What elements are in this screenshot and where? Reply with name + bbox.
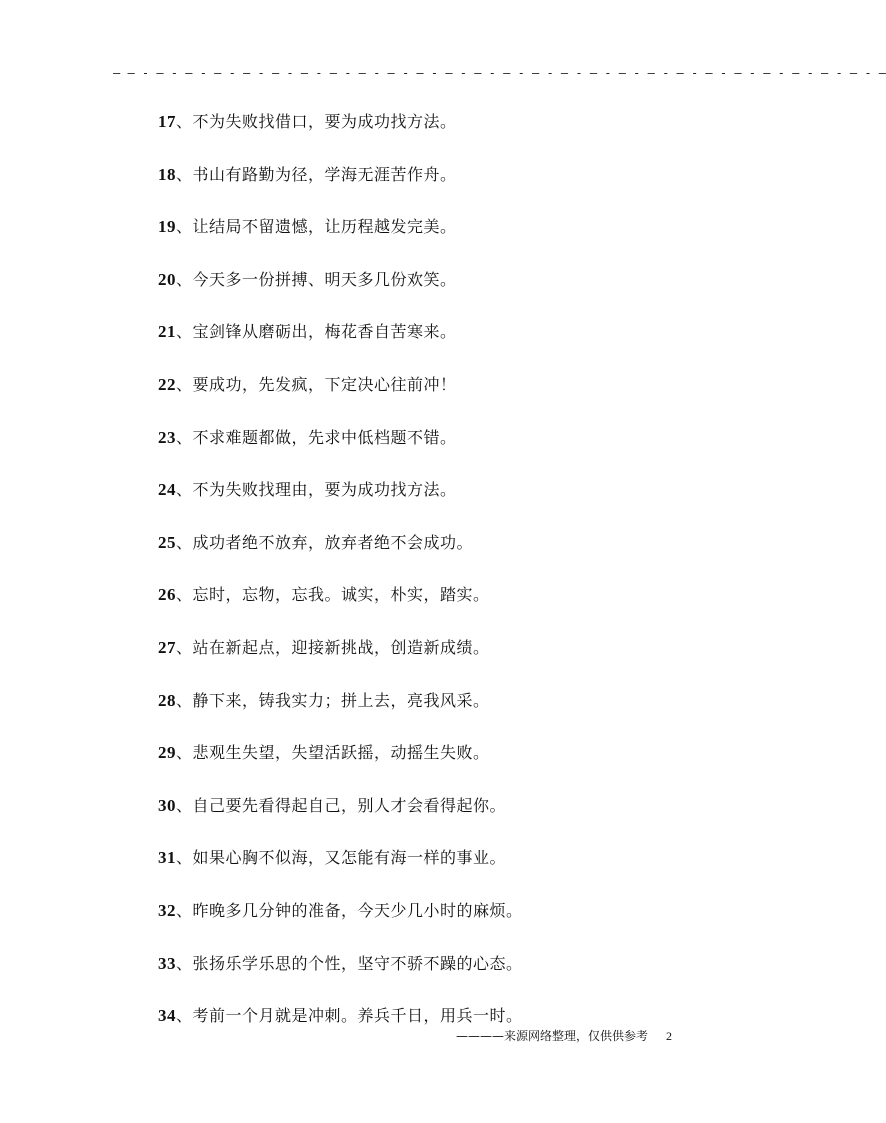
list-item xyxy=(158,268,698,321)
item-number: 34 xyxy=(158,1006,176,1026)
item-text: 今天多一份拼搏、明天多几份欢笑。 xyxy=(192,269,457,289)
item-text: 考前一个月就是冲刺。养兵千日，用兵一时。 xyxy=(192,1006,523,1026)
list-item xyxy=(158,478,698,531)
item-separator: 、 xyxy=(176,532,193,552)
item-separator: 、 xyxy=(176,112,193,131)
item-text: 宝剑锋从磨砺出，梅花香自苦寒来。 xyxy=(192,322,457,342)
item-text: 站在新起点，迎接新挑战，创造新成绩。 xyxy=(192,637,490,657)
item-separator: 、 xyxy=(176,1006,193,1026)
item-number: 20 xyxy=(158,269,176,289)
item-separator: 、 xyxy=(176,585,193,605)
item-text: 不为失败找理由，要为成功找方法。 xyxy=(192,480,457,500)
item-number: 22 xyxy=(158,374,176,394)
item-number: 32 xyxy=(158,900,176,920)
item-number: 26 xyxy=(158,585,176,605)
item-number: 29 xyxy=(158,743,176,763)
list-item xyxy=(158,110,698,163)
list-item xyxy=(158,320,698,373)
item-number: 24 xyxy=(158,480,176,500)
item-separator: 、 xyxy=(176,269,193,289)
item-text: 让结局不留遗憾，让历程越发完美。 xyxy=(192,217,457,237)
page-number: 2 xyxy=(666,1029,673,1043)
item-text: 成功者绝不放弃，放弃者绝不会成功。 xyxy=(192,532,474,552)
list-item xyxy=(158,952,698,1005)
list-item xyxy=(158,636,698,689)
item-separator: 、 xyxy=(176,427,193,447)
item-number: 27 xyxy=(158,637,176,657)
item-separator: 、 xyxy=(176,164,193,184)
list-item xyxy=(158,899,698,952)
list-item xyxy=(158,741,698,794)
page-footer xyxy=(456,1028,686,1044)
item-number: 30 xyxy=(158,795,176,815)
list-item xyxy=(158,583,698,636)
quote-list xyxy=(158,110,698,1057)
item-number: 28 xyxy=(158,690,176,710)
item-number: 31 xyxy=(158,848,176,868)
item-text: 不为失败找借口，要为成功找方法。 xyxy=(192,112,457,131)
item-text: 悲观生失望，失望活跃摇，动摇生失败。 xyxy=(192,743,490,763)
list-item xyxy=(158,163,698,216)
item-separator: 、 xyxy=(176,848,193,868)
item-text: 如果心胸不似海，又怎能有海一样的事业。 xyxy=(192,848,507,868)
item-number: 19 xyxy=(158,217,176,237)
list-item xyxy=(158,794,698,847)
item-separator: 、 xyxy=(176,690,193,710)
item-separator: 、 xyxy=(176,953,193,973)
header-dashed-rule: – – - – - – - – - – - – - – - – - – - – - – - – - – - – - – - – - – - – - – - – - – - – - – - – - – - – - – xyxy=(113,66,886,80)
item-number: 18 xyxy=(158,164,176,184)
list-item xyxy=(158,215,698,268)
item-text: 要成功，先发疯，下定决心往前冲！ xyxy=(192,374,457,394)
item-number: 21 xyxy=(158,322,176,342)
item-separator: 、 xyxy=(176,637,193,657)
item-text: 静下来，铸我实力；拼上去，亮我风采。 xyxy=(192,690,490,710)
item-separator: 、 xyxy=(176,480,193,500)
list-item xyxy=(158,426,698,479)
item-number: 25 xyxy=(158,532,176,552)
item-text: 张扬乐学乐思的个性，坚守不骄不躁的心态。 xyxy=(192,953,523,973)
item-text: 昨晚多几分钟的准备，今天少几小时的麻烦。 xyxy=(192,900,523,920)
item-number: 33 xyxy=(158,953,176,973)
footer-source-note: ————来源网络整理，仅供供参考 xyxy=(456,1029,649,1043)
list-item xyxy=(158,531,698,584)
item-text: 书山有路勤为径，学海无涯苦作舟。 xyxy=(192,164,457,184)
item-separator: 、 xyxy=(176,217,193,237)
item-text: 自己要先看得起自己，别人才会看得起你。 xyxy=(192,795,507,815)
item-separator: 、 xyxy=(176,900,193,920)
list-item xyxy=(158,373,698,426)
item-text: 忘时，忘物，忘我。诚实，朴实，踏实。 xyxy=(192,585,490,605)
item-number: 23 xyxy=(158,427,176,447)
list-item xyxy=(158,846,698,899)
item-number: 17 xyxy=(158,112,176,131)
item-separator: 、 xyxy=(176,743,193,763)
item-separator: 、 xyxy=(176,322,193,342)
item-separator: 、 xyxy=(176,795,193,815)
item-separator: 、 xyxy=(176,374,193,394)
list-item xyxy=(158,689,698,742)
item-text: 不求难题都做，先求中低档题不错。 xyxy=(192,427,457,447)
